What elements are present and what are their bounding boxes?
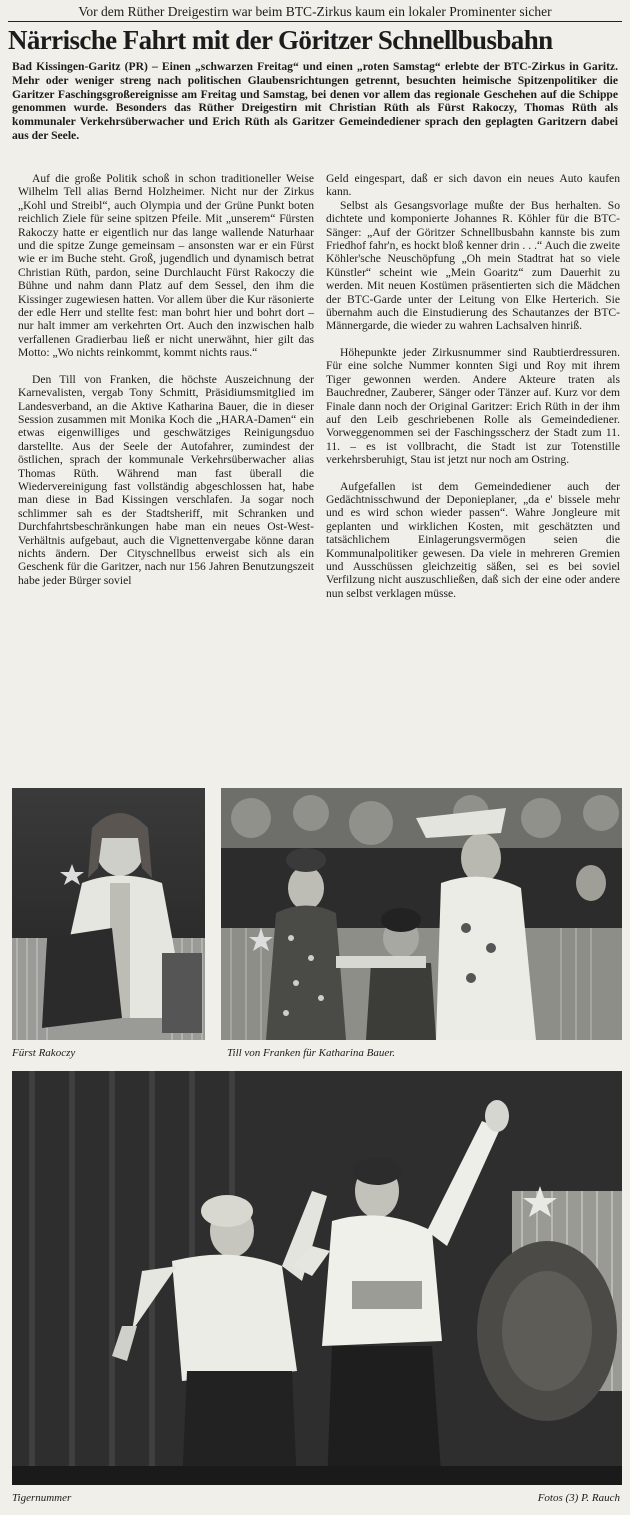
caption-photo-3: Tigernummer (12, 1492, 72, 1504)
paragraph: Selbst als Gesangsvorlage mußte der Bus herhalten. So dichtete und komponierte Johannes R. Köhler für die BTC-Sänger: „Auf der Göritzer Schnellbusbahn kannste bis zum Friedhof fahr'n, es hockt bloß kenner drin . . .“ Auch die zweite Köhler'sche Neuschöpfung „Oh mein Stadtrat hat so viele Künstler“ scheint wie „Mein Goaritz“ zum Dauerhit zu werden. Mit neuen Kostümen präsentierten sich die Mädchen der BTC-Garde unter der Leitung von Elke Herterich. Sie übernahm auch die Einstudierung des Schautanzes der BTC-Männergarde, die wieder zu wahren Lachsalven hinriß. (326, 198, 620, 333)
photo-tigernummer (12, 1071, 622, 1485)
paragraph: Aufgefallen ist dem Gemeindediener auch der Gedächtnisschwund der Deponieplaner, „da e' bissele mehr und es wird schon wieder passen“. Wahre Jongleure mit geplanten und wirklichen Kosten, mit geschätzten und tatsächlichem Einlagerungsvermögen seien die Kommunalpolitiker gewesen. Da viele in mehreren Gremien und Ausschüssen gleichzeitig säßen, sei es bei soviel Verfilzung nicht auszuschließen, daß sich der eine oder andere nun selbst verklagen müsse. (326, 479, 620, 600)
lead-paragraph: Bad Kissingen-Garitz (PR) – Einen „schwarzen Freitag“ und einen „roten Samstag“ erlebte der BTC-Zirkus in Garitz. Mehr oder weniger streng nach politischen Glaubensrichtungen getrennt, besuchten heimische Spitzenpolitiker die Garitzer Faschingsgroßereignisse am Freitag und Samstag, bei denen vor allem das regionale Geschehen auf die Schippe genommen wurde. Besonders das Rüther Dreigestirn mit Christian Rüth als Fürst Rakoczy, Thomas Rüth als kommunaler Verkehrsüberwacher und Erich Rüth als Garitzer Gemeindediener sprach den geplagten Garitzern dabei aus der Seele. (12, 60, 618, 142)
headline: Närrische Fahrt mit der Göritzer Schnellbusbahn (8, 25, 553, 55)
body-column-left (18, 172, 314, 587)
kicker-line: Vor dem Rüther Dreigestirn war beim BTC-Zirkus kaum ein lokaler Prominenter sicher (78, 4, 552, 19)
photo-till-von-franken (221, 788, 622, 1040)
caption-photo-2: Till von Franken für Katharina Bauer. (227, 1047, 396, 1059)
body-column-right (326, 172, 620, 600)
paragraph: Den Till von Franken, die höchste Auszeichnung der Karnevalisten, vergab Tony Schmitt, Präsidiumsmitglied im Landesverband, an die Aktive Katharina Bauer, die in dieser Session zusammen mit Monika Koch die „HARA-Damen“ ein etwas eigenwilliges und geschwätziges Reinigungsduo darstellte. Aus der Seele der Autofahrer, zumindest der östlichen, sprach der kommunale Verkehrsüberwacher alias Thomas Rüth. Während man fast überall die Wiedervereinigung fast vollständig abgeschlossen hat, habe man diese in Bad Kissingen verschlafen. Ja sogar noch schlimmer sah es der Stadtsheriff, mit Schranken und Durchfahrtsbeschränkungen habe man ein neues Ost-West-Verhältnis aufgebaut, auch die Vignettenvergabe könne daran nichts ändern. Der Cityschnellbus erweist sich als ein Geschenk für die Garitzer, nach nur 156 Jahren Benutzungszeit habe jeder Bürger soviel (18, 372, 314, 587)
caption-photo-1: Fürst Rakoczy (12, 1047, 76, 1059)
kicker-rule (8, 21, 622, 22)
paragraph: Geld eingespart, daß er sich davon ein neues Auto kaufen kann. (326, 172, 620, 199)
paragraph: Höhepunkte jeder Zirkusnummer sind Raubtierdressuren. Für eine solche Nummer konnten Sigi und Roy mit ihrem Tiger gewonnen werden. Andere Akteure traten als Bauchredner, Zauberer, Sänger oder Tänzer auf. Kurz vor dem Finale dann noch der Original Garitzer: Erich Rüth in der ihm auf den Leib geschriebenen Rolle als Gemeindediener. Vorweggenommen sei der Faschingsscherz der Stadt zum 11. 11. – es ist vollbracht, die Stadt ist zur Totenstille verkehrsberuhigt, Stau ist jetzt nur noch am Ostring. (326, 345, 620, 467)
paragraph: Auf die große Politik schoß in schon traditioneller Weise Wilhelm Tell alias Bernd Holzheimer. Nicht nur der Zirkus „Kohl und Streibl“, auch Olympia und der Grüne Punkt boten reichlich Ziele für seine spitzen Pfeile. Mit „unserem“ Fürsten Rakoczy hatte er eigentlich nur das lange wallende Naturhaar und die spitze Zunge gemeinsam – ansonsten war er ein Fürst wie er im Buche steht. Groß, jugendlich und dynamisch betrat Christian Rüth, pardon, seine Durchlaucht Fürst Rakoczy die Bühne und nahm dann Platz auf dem Sessel, den ihm die Kissinger zugewiesen hatten. Vor allem über die Kur räsonierte der edle Herr und stellte fest: man bohrt hier und bohrt dort – nur halt immer am verkehrten Ort. Auch den inzwischen halb verfallenen Gradierbau ließ er nicht unerwähnt, hier gilt das Motto: „Wo nichts reinkommt, kommt nichts raus.“ (18, 172, 314, 360)
photo-credit: Fotos (3) P. Rauch (537, 1492, 620, 1504)
photo-fuerst-rakoczy (12, 788, 205, 1040)
